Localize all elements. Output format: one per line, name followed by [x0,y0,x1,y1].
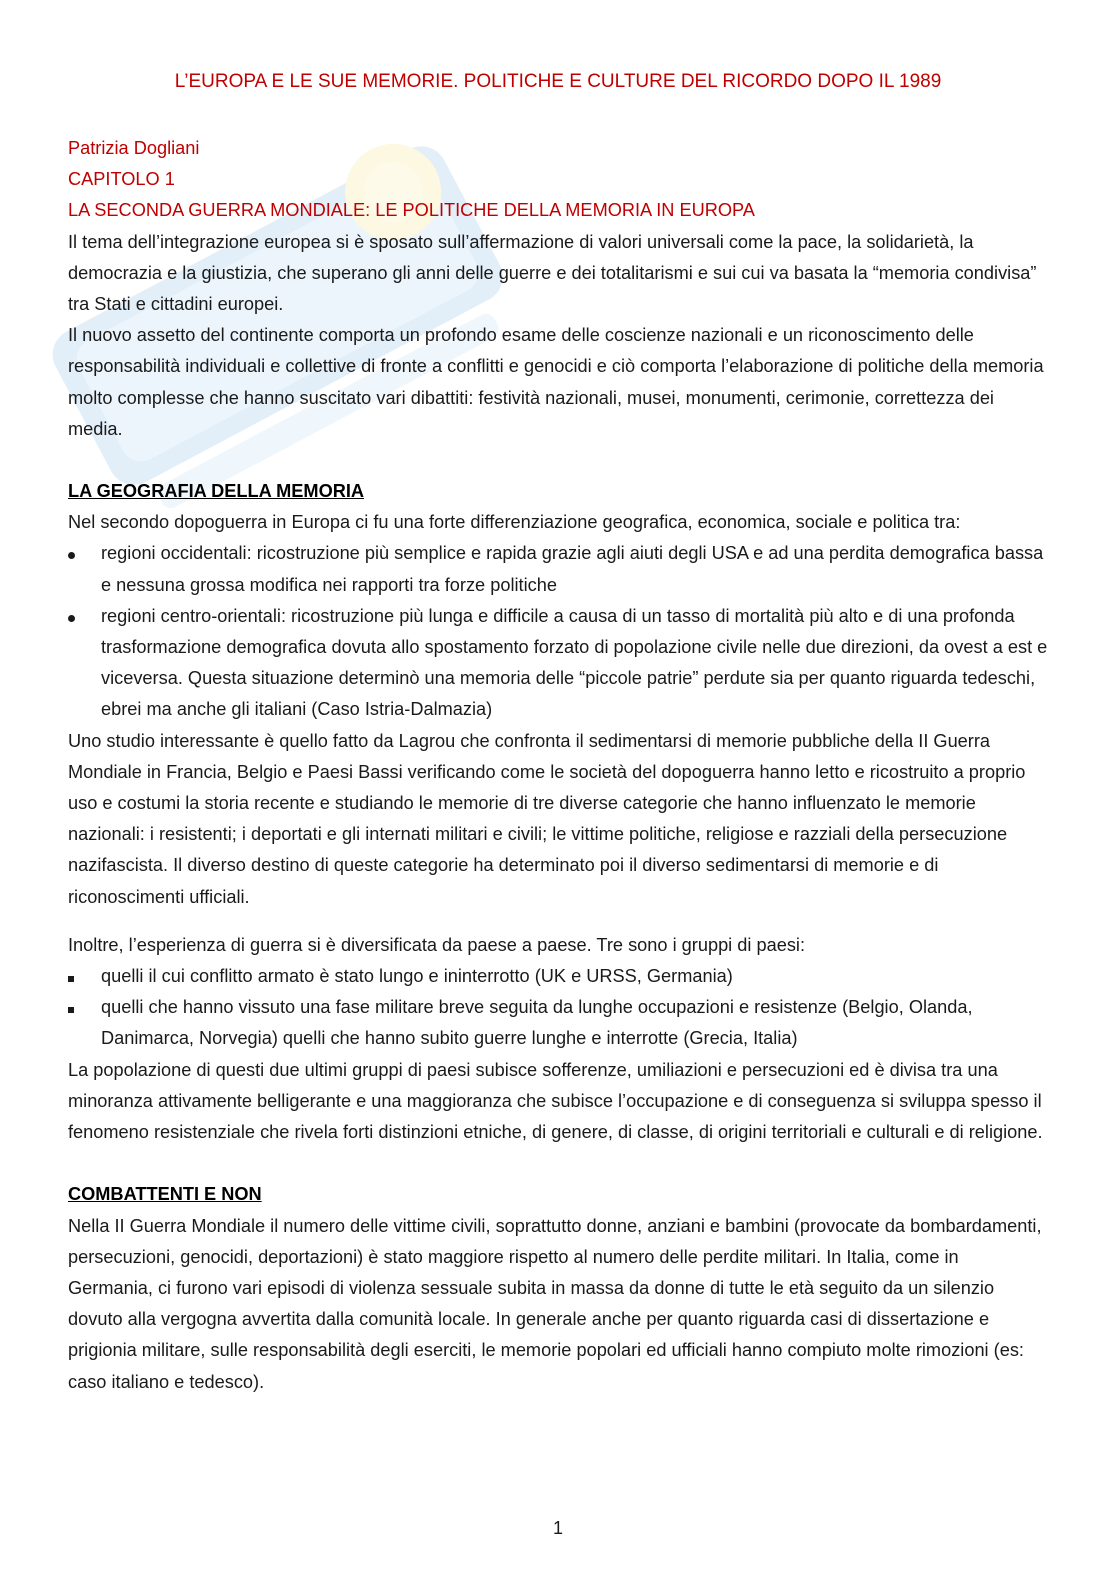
bullet-square-icon [68,1007,74,1013]
section-heading-combattenti: COMBATTENTI E NON [68,1184,262,1205]
list-item: quelli che hanno vissuto una fase militare breve seguita da lunghe occupazioni e resistenze (Belgio, Olanda, Danimarca, Norvegia) quelli che hanno subito guerre lunghe e interrotte (Grecia, Italia) [68,992,1048,1054]
document-body [68,66,1048,1398]
list-item: regioni centro-orientali: ricostruzione più lunga e difficile a causa di un tasso di mortalità più alto e di una profonda trasformazione demografica dovuta allo spostamento forzato di popolazione civile nelle due direzioni, da ovest a est e viceversa. Questa situazione determinò una memoria delle “piccole patrie” perdute sia per quanto riguarda tedeschi, ebrei ma anche gli italiani (Caso Istria-Dalmazia) [68,601,1048,726]
paragraph-popolazione: La popolazione di questi due ultimi gruppi di paesi subisce sofferenze, umiliazioni e persecuzioni ed è divisa tra una minoranza attivamente belligerante e una maggioranza che subisce l’occupazione e di conseguenza si sviluppa spesso il fenomeno resistenziale che rivela forti distinzioni etniche, di genere, di classe, di origini territoriali e culturali e di religione. [68,1059,1043,1143]
bullet-dot-icon [68,615,75,622]
paragraph-combattenti: Nella II Guerra Mondiale il numero delle vittime civili, soprattutto donne, anziani e bambini (provocate da bombardamenti, persecuzioni, genocidi, deportazioni) è stato maggiore rispetto al numero delle perdite militari. In Italia, come in Germania, ci furono vari episodi di violenza sessuale subita in massa da donne di tutte le età seguito da un silenzio dovuto alla vergogna avvertita dalla comunità locale. In generale anche per quanto riguarda casi di dissertazione e prigionia militare, sulle responsabilità degli eserciti, le memorie popolari ed ufficiali hanno compiuto molte rimozioni (es: caso italiano e tedesco). [68,1215,1042,1392]
section-lead: Nel secondo dopoguerra in Europa ci fu una forte differenziazione geografica, economica, sociale e politica tra: [68,512,961,533]
bullet-list-countries [68,961,1048,1055]
list-item: quelli il cui conflitto armato è stato lungo e ininterrotto (UK e URSS, Germania) [68,961,1048,992]
bullet-square-icon [68,976,74,982]
chapter-label: CAPITOLO 1 [68,169,175,190]
author-name: Patrizia Dogliani [68,138,200,158]
intro-paragraph-2: Il nuovo assetto del continente comporta un profondo esame delle coscienze nazionali e un riconoscimento delle responsabilità individuali e collettive di fronte a conflitti e genocidi e ciò comporta l’elaborazione di politiche della memoria molto complesse che hanno suscitato vari dibattiti: festività nazionali, musei, monumenti, cerimonie, correttezza dei media. [68,325,1044,439]
bullet-list-regions [68,538,1048,725]
document-title: L’EUROPA E LE SUE MEMORIE. POLITICHE E CULTURE DEL RICORDO DOPO IL 1989 [174,71,942,92]
section-heading-geografia: LA GEOGRAFIA DELLA MEMORIA [68,481,365,502]
list-item: regioni occidentali: ricostruzione più semplice e rapida grazie agli aiuti degli USA e ad una perdita demografica bassa e nessuna grossa modifica nei rapporti tra forze politiche [68,538,1048,600]
bullet-dot-icon [68,552,75,559]
paragraph-lagrou: Uno studio interessante è quello fatto da Lagrou che confronta il sedimentarsi di memorie pubbliche della II Guerra Mondiale in Francia, Belgio e Paesi Bassi verificando come le società del dopoguerra hanno letto e ricostruito a proprio uso e costumi la storia recente e studiando le memorie di tre diverse categorie che hanno influenzato le memorie nazionali: i resistenti; i deportati e gli internati militari e civili; le vittime politiche, religiose e razziali della persecuzione nazifascista. Il diverso destino di queste categorie ha determinato poi il diverso sedimentarsi di memorie e di riconoscimenti ufficiali. [68,730,1026,907]
section-lead-2: Inoltre, l’esperienza di guerra si è diversificata da paese a paese. Tre sono i gruppi di paesi: [68,934,806,955]
chapter-title: LA SECONDA GUERRA MONDIALE: LE POLITICHE DELLA MEMORIA IN EUROPA [68,200,755,221]
page-number: 1 [552,1518,563,1538]
intro-paragraph-1: Il tema dell’integrazione europea si è sposato sull’affermazione di valori universali come la pace, la solidarietà, la democrazia e la giustizia, che superano gli anni delle guerre e dei totalitarismi e sui cui va basata la “memoria condivisa” tra Stati e cittadini europei. [68,231,1037,315]
